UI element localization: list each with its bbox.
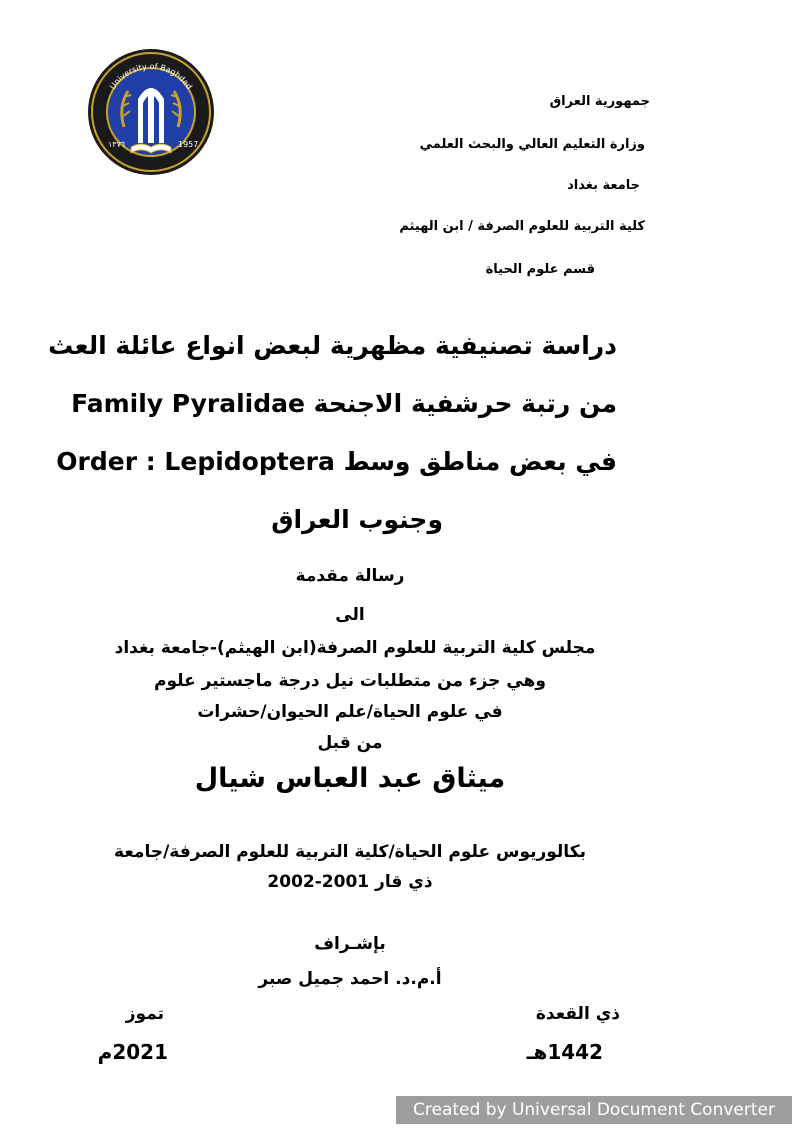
thesis-by: من قبل <box>317 733 383 753</box>
header-department: قسم علوم الحياة <box>485 262 595 277</box>
thesis-to: الى <box>335 605 365 625</box>
thesis-requirement: وهي جزء من متطلبات نيل درجة ماجستير علوم <box>154 671 546 691</box>
hijri-year: 1442هـ <box>526 1040 603 1064</box>
gregorian-year: 2021م <box>97 1040 168 1064</box>
supervision-label: بإشـراف <box>314 934 386 954</box>
degree-line-2: ذي قار 2001-2002 <box>267 872 433 892</box>
hijri-month: ذي القعدة <box>535 1004 620 1024</box>
thesis-council: مجلس كلية التربية للعلوم الصرفة(ابن الهيثم)-جامعة بغداد <box>114 638 596 658</box>
header-university: جامعة بغداد <box>567 178 640 193</box>
supervisor-name: أ.م.د. احمد جميل صبر <box>258 969 442 989</box>
university-logo-icon <box>86 47 216 177</box>
degree-line-1: بكالوريوس علوم الحياة/كلية التربية للعلوم الصرفة/جامعة <box>114 842 586 862</box>
title-line-3: في بعض مناطق وسط Order : Lepidoptera <box>56 447 617 476</box>
title-line-1: دراسة تصنيفية مظهرية لبعض انواع عائلة العث <box>48 331 617 360</box>
title-line-4: وجنوب العراق <box>271 505 443 534</box>
thesis-submitted: رسالة مقدمة <box>295 566 405 586</box>
logo-year-left: ١٣٧٦ <box>108 140 126 149</box>
gregorian-month: تموز <box>125 1004 164 1024</box>
thesis-field: في علوم الحياة/علم الحيوان/حشرات <box>197 702 503 722</box>
converter-watermark: Created by Universal Document Converter <box>396 1096 792 1124</box>
header-ministry: وزارة التعليم العالي والبحث العلمي <box>419 137 645 152</box>
logo-year-right: 1957 <box>178 140 199 149</box>
logo-ring-text: University of Baghdad <box>108 61 194 92</box>
title-line-2: من رتبة حرشفية الاجنحة Family Pyralidae <box>71 389 617 418</box>
author-name: ميثاق عبد العباس شيال <box>194 763 506 794</box>
header-republic: جمهورية العراق <box>549 94 650 109</box>
header-college: كلية التربية للعلوم الصرفة / ابن الهيثم <box>399 219 645 234</box>
